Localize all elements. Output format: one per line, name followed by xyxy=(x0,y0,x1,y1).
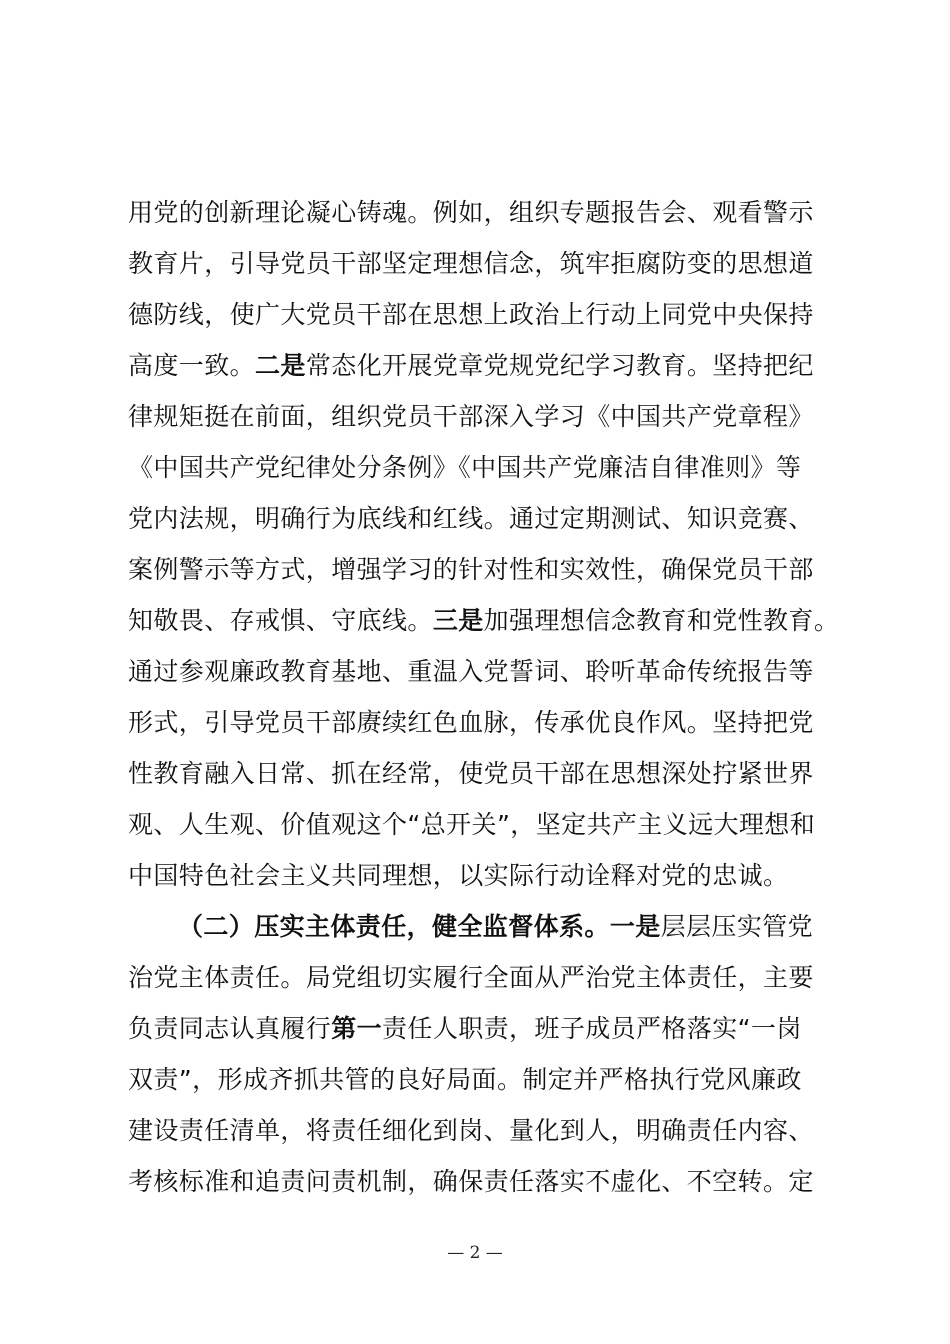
text-line xyxy=(128,503,814,535)
text-line xyxy=(128,401,814,433)
text-line xyxy=(128,962,814,994)
text-span: 党内法规，明确行为底线和红线。通过定期测试、知识竞赛、 xyxy=(128,504,814,533)
text-line xyxy=(128,452,801,484)
text-line xyxy=(128,1166,814,1198)
text-line xyxy=(128,758,814,790)
text-span: 建设责任清单，将责任细化到岗、量化到人，明确责任内容、 xyxy=(128,1116,814,1145)
text-span: 观、人生观、价值观这个“总开关”，坚定共产主义远大理想和 xyxy=(128,810,816,839)
text-span: 高度一致。 xyxy=(128,351,256,380)
text-span: 加强理想信念教育和党性教育。 xyxy=(483,606,840,635)
text-span: 《中国共产党纪律处分条例》《中国共产党廉洁自律准则》等 xyxy=(128,453,802,482)
text-line xyxy=(128,860,788,892)
bold-marker: 三是 xyxy=(432,606,484,635)
text-line xyxy=(128,197,814,229)
text-span: 中国特色社会主义共同理想，以实际行动诠释对党的忠诚。 xyxy=(128,861,789,890)
text-span: 德防线，使广大党员干部在思想上政治上行动上同党中央保持 xyxy=(128,300,814,329)
text-line xyxy=(128,1013,802,1045)
bold-marker: 二是 xyxy=(255,351,306,380)
text-span: 律规矩挺在前面，组织党员干部深入学习《中国共产党章程》 xyxy=(128,402,814,431)
text-span: 通过参观廉政教育基地、重温入党誓词、聆听革命传统报告等 xyxy=(128,657,814,686)
text-span: 形式，引导党员干部赓续红色血脉，传承优良作风。坚持把党 xyxy=(128,708,814,737)
page-number: — 2 — xyxy=(447,1243,503,1263)
text-span: 案例警示等方式，增强学习的针对性和实效性，确保党员干部 xyxy=(128,555,814,584)
text-line xyxy=(128,1064,802,1096)
text-span: 责任人职责，班子成员严格落实“一岗 xyxy=(382,1014,802,1043)
bold-marker: 第一 xyxy=(331,1014,383,1043)
text-span: 层层压实管党 xyxy=(660,912,814,941)
text-line xyxy=(128,350,814,382)
text-line xyxy=(178,911,813,943)
text-line xyxy=(128,299,814,331)
text-line xyxy=(128,248,814,280)
text-span: 治党主体责任。局党组切实履行全面从严治党主体责任，主要 xyxy=(128,963,814,992)
text-span: 知敬畏、存戒惧、守底线。 xyxy=(128,606,433,635)
text-span: 教育片，引导党员干部坚定理想信念，筑牢拒腐防变的思想道 xyxy=(128,249,814,278)
text-line xyxy=(128,554,814,586)
text-span: 负责同志认真履行 xyxy=(128,1014,332,1043)
text-line xyxy=(128,605,839,637)
section-heading: （二）压实主体责任，健全监督体系。 xyxy=(178,912,610,941)
text-line xyxy=(128,1115,814,1147)
text-line xyxy=(128,707,814,739)
text-span: 常态化开展党章党规党纪学习教育。坚持把纪 xyxy=(305,351,814,380)
text-span: 双责”，形成齐抓共管的良好局面。制定并严格执行党风廉政 xyxy=(128,1065,802,1094)
text-line xyxy=(128,656,814,688)
text-line xyxy=(128,809,815,841)
text-span: 用党的创新理论凝心铸魂。例如，组织专题报告会、观看警示 xyxy=(128,198,814,227)
text-span: 性教育融入日常、抓在经常，使党员干部在思想深处拧紧世界 xyxy=(128,759,814,788)
bold-marker: 一是 xyxy=(609,912,661,941)
text-span: 考核标准和追责问责机制，确保责任落实不虚化、不空转。定 xyxy=(128,1167,814,1196)
